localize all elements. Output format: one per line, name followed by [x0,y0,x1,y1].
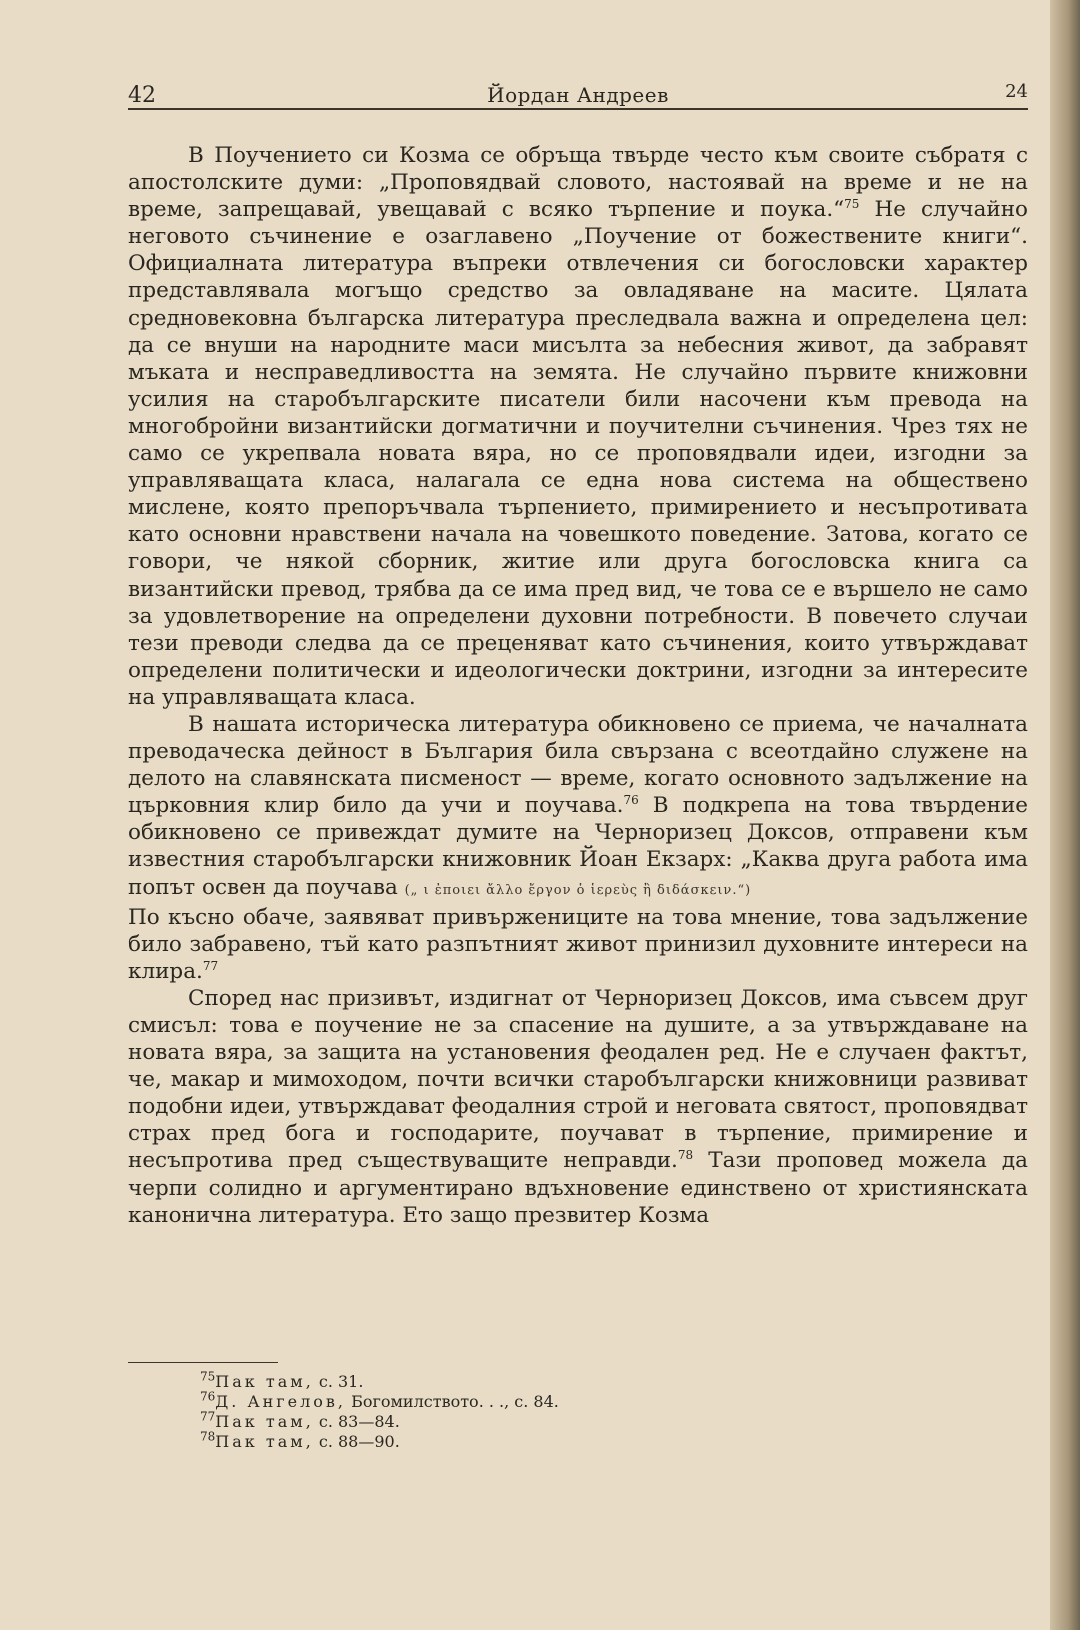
footnote-ref-75: 75 [844,197,860,212]
running-title: Йордан Андреев [487,83,669,107]
footnote-ref-78: 78 [677,1148,694,1163]
body-text [128,142,1028,1229]
greek-quotation: („ ι ἐποιει ἄλλο ἔργον ὁ ἱερεὺς ἢ διδάσκειν.“) [404,882,752,898]
page-number: 42 [128,83,156,108]
book-spine-edge [1050,0,1080,1630]
footnote-ref-77: 77 [202,958,219,973]
paragraph-3: По късно обаче, заявяват привържениците на това мнение, това задължение било забравено, тъй като разпътният живот принизил духовните интереси на клира.$^{77}$ [128,904,1028,984]
header-rule [128,108,1028,110]
signature-mark: 24 [1005,81,1028,102]
footnote-rule [128,1362,278,1363]
paragraph-1: В Поучението си Козма се обръща твърде често към своите събратя с апостолските думи: „Проповядвай словото, настоявай на време и не на време, запрещавай, увещавай с всяко търпение и поука.“$^{75}$ Не случайно неговото съчинение е озаглавено „Поучение от божествените книги“. Официалната литература въпреки отвлечения си богословски характер представлявала могъщо средство за овладяване на масите. Цялата средновековна българска литература преследвала важна и определена цел: да се внуши на народните маси мисълта за небесния живот, да забравят мъката и несправедливостта на земята. Не случайно първите книжовни усилия на старобългарските писатели били насочени към превода на многобройни византийски догматични и поучителни съчинения. Чрез тях не само се укрепвала новата вяра, но се проповядвали идеи, изгодни за управляващата класа, налагала се една нова система на обществено мислене, която препоръчвала търпението, примирението и несъпротивата като основни нравствени начала на човешкото поведение. Затова, когато се говори, че някой сборник, житие или друга богословска книга са византийски превод, трябва да се има пред вид, че това се е вършело не само за удовлетворение на определени духовни потребности. В повечето случаи тези преводи следва да се преценяват като съчинения, които утвърждават определени политически и идеологически доктрини, изгодни за интересите на управляващата класа. [128,143,1028,710]
footnotes [200,1369,559,1452]
footnote-75: $^{75}$Пак там, с. 31. [200,1369,364,1391]
paragraph-4: Според нас призивът, издигнат от Черноризец Доксов, има съвсем друг смисъл: това е поучение не за спасение на душите, а за утвърждаване на новата вяра, за защита на установения феодален ред. Не е случаен фактът, че, макар и мимоходом, почти всички старобългарски книжовници развиват подобни идеи, утвърждават феодалния строй и неговата святост, проповядват страх пред бога и господарите, поучават в търпение, примирение и несъпротива пред съществуващите неправди.$^{78}$ Тази проповед можела да черпи солидно и аргументирано вдъхновение единствено от християнската канонична литература. Ето защо презвитер Козма [128,985,1028,1228]
footnote-77: $^{77}$Пак там, с. 83—84. [200,1409,400,1431]
footnote-78: $^{78}$Пак там, с. 88—90. [200,1429,400,1451]
paragraph-2: В нашата историческа литература обикновено се приема, че началната преводаческа дейност в България била свързана с всеотдайно служене на делото на славянската писменост — време, когато основното задължение на църковния клир било да учи и поучава.$^{76}$ В подкрепа на това твърдение обикновено се привеждат думите на Черноризец Доксов, отправени към известния старобългарски книжовник Йоан Екзарх: „Каква друга работа има попът освен да поучава („ ι ἐποιει ἄλλο ἔργον ὁ ἱερεὺς ἢ διδάσκειν.“) [128,711,1028,900]
footnote-76: $^{76}$Д. Ангелов, Богомилството. . ., с. 84. [200,1389,559,1411]
footnote-ref-76: 76 [623,793,639,808]
